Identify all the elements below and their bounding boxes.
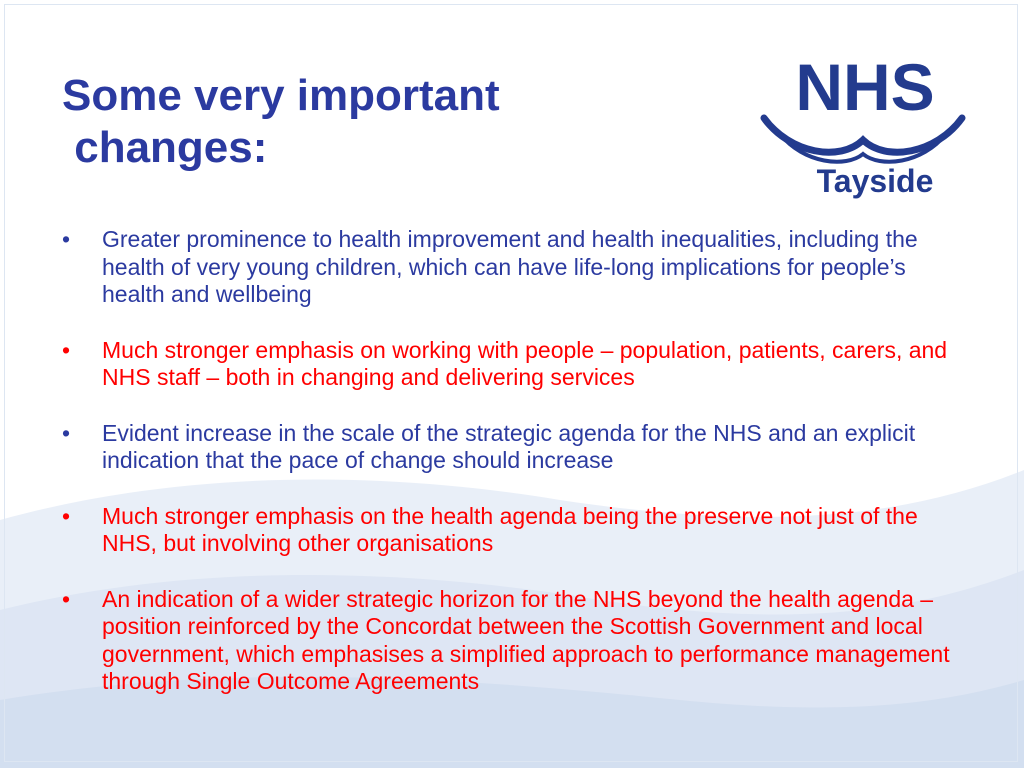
bullet-marker: • (62, 226, 71, 252)
bullet-text: Much stronger emphasis on the health agenda being the preserve not just of the NHS, but involving other organisations (102, 502, 918, 556)
logo-brand-text: NHS (795, 50, 935, 124)
bullet-item (62, 586, 972, 696)
bullet-text: Evident increase in the scale of the strategic agenda for the NHS and an explicit indication that the pace of change should increase (102, 419, 916, 473)
bullet-item (62, 503, 972, 558)
nhs-tayside-logo (756, 50, 966, 204)
bullet-item (62, 420, 972, 475)
bullet-text: Much stronger emphasis on working with people – population, patients, carers, and NHS staff – both in changing and delivering services (102, 336, 948, 390)
bullet-item (62, 226, 972, 309)
bullet-text: An indication of a wider strategic horizon for the NHS beyond the health agenda – position reinforced by the Concordat between the Scottish Government and local government, which emphasises a simplified approach to performance management through Single Outcome Agreements (102, 585, 950, 694)
bullet-marker: • (62, 336, 71, 363)
logo-place-text: Tayside (816, 163, 934, 199)
bullet-marker: • (62, 585, 71, 612)
slide-title: Some very important changes: (62, 71, 500, 172)
bullet-marker: • (62, 419, 71, 446)
bullet-text: Greater prominence to health improvement and health inequalities, including the health of very young children, which can have life-long implications for people’s health and wellbeing (102, 226, 918, 307)
bullet-list (62, 226, 972, 724)
bullet-marker: • (62, 502, 71, 529)
bullet-item (62, 337, 972, 392)
